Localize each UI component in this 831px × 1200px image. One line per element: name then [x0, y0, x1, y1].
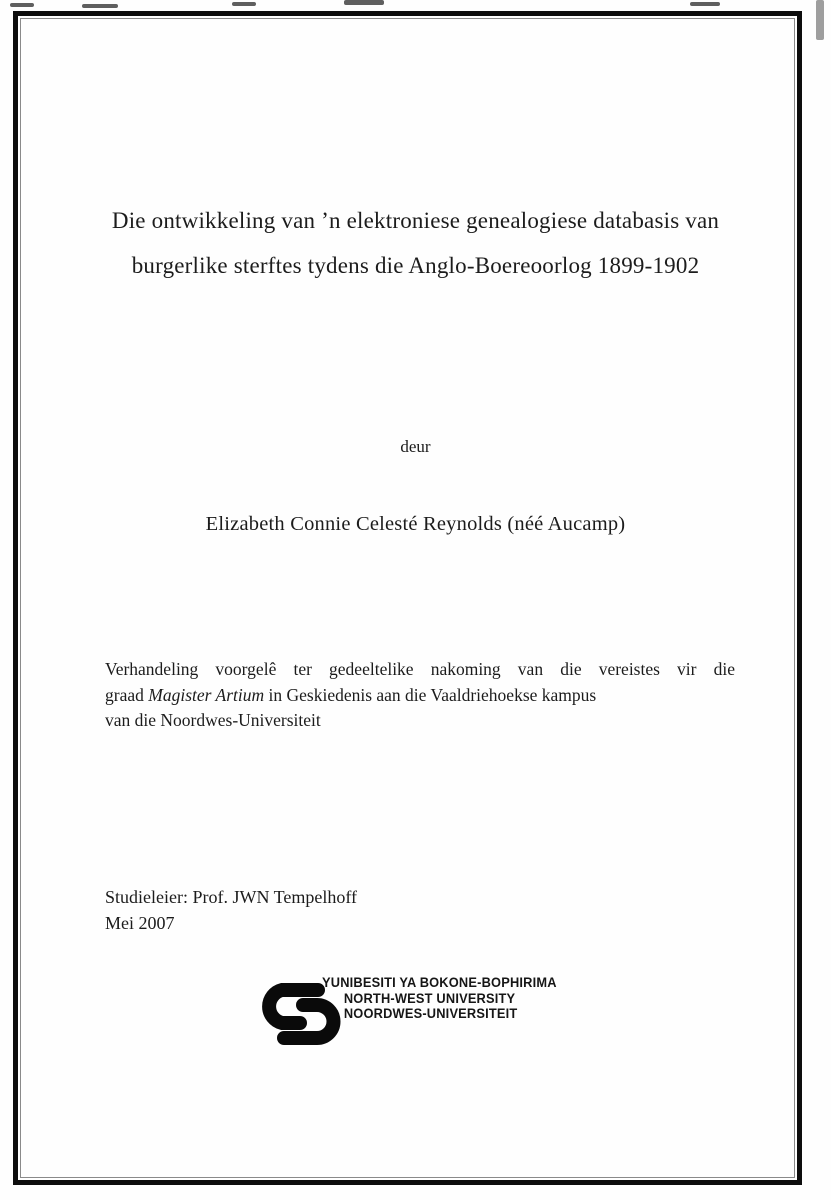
date-line: Mei 2007 — [105, 913, 175, 933]
scan-artifact — [10, 3, 34, 7]
scan-artifact — [344, 0, 384, 5]
degree-statement-line2-pre: graad — [105, 684, 149, 705]
university-logo — [256, 972, 569, 1049]
author-name: Elizabeth Connie Celesté Reynolds (néé Aucamp) — [205, 513, 626, 535]
logo-line-setswana: YUNIBESITI YA BOKONE-BOPHIRIMA — [322, 975, 557, 990]
thesis-title-line1: Die ontwikkeling van ’n elektroniese genealogiese databasis van — [111, 208, 720, 233]
degree-name: Magister Artium — [148, 684, 265, 705]
supervisor-block — [105, 884, 357, 936]
thesis-title-line2: burgerlike sterftes tydens die Anglo-Boereoorlog 1899-1902 — [131, 253, 700, 278]
degree-statement-line1: Verhandeling voorgelê ter gedeeltelike nakoming van die vereistes vir die — [105, 659, 735, 679]
supervisor-line: Studieleier: Prof. JWN Tempelhoff — [105, 887, 358, 907]
scan-artifact — [232, 2, 256, 6]
degree-statement-line2 — [105, 683, 735, 709]
logo-line-afrikaans: NOORDWES-UNIVERSITEIT — [343, 1006, 518, 1021]
degree-statement-line3: van die Noordwes-Universiteit — [105, 710, 321, 730]
scan-artifact — [816, 0, 824, 40]
byline: deur — [400, 437, 431, 456]
scan-artifact — [690, 2, 720, 6]
logo-line-english: NORTH-WEST UNIVERSITY — [343, 990, 516, 1006]
degree-statement-line2-post: in Geskiedenis aan die Vaaldriehoekse kampus — [264, 684, 597, 705]
thesis-title — [40, 198, 791, 288]
university-logo-text — [322, 972, 557, 1022]
degree-statement — [105, 657, 735, 734]
scan-artifact — [82, 4, 118, 8]
